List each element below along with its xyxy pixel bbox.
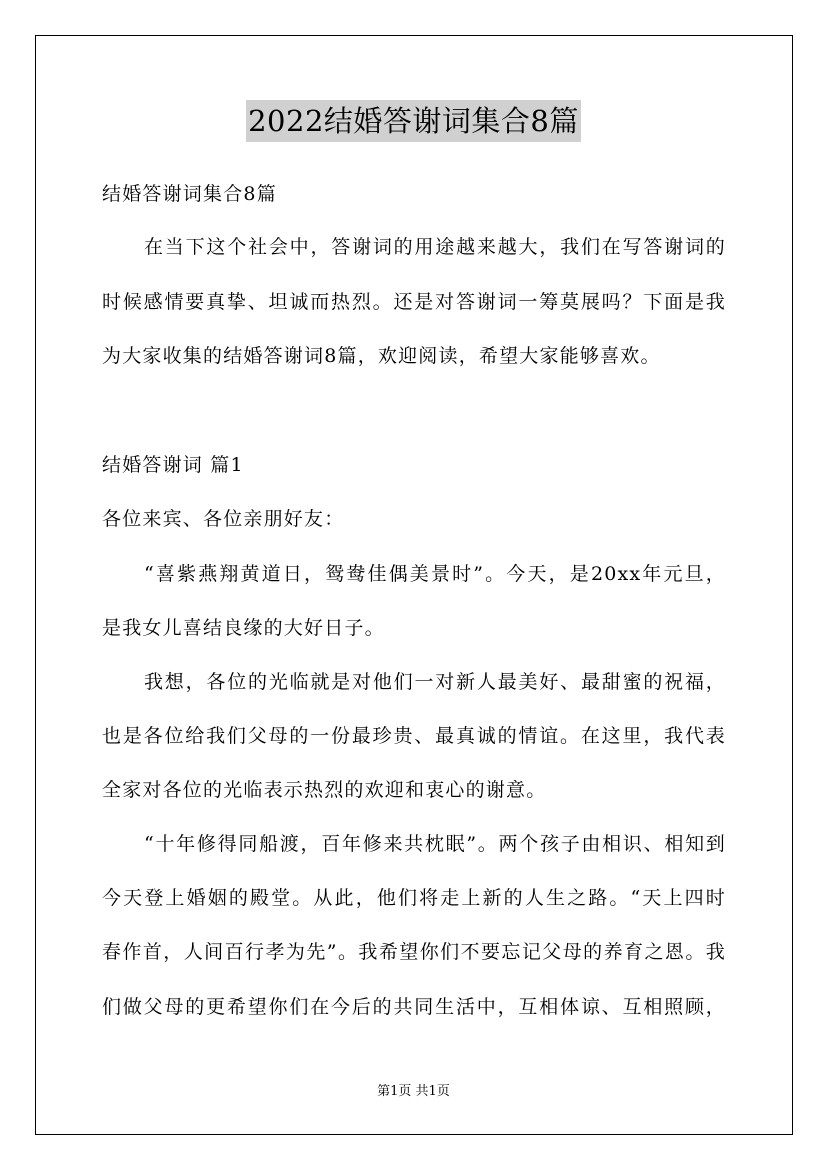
page-footer: 第1页 共1页	[377, 1084, 450, 1099]
para3-line-4: 们做父母的更希望你们在今后的共同生活中，互相体谅、互相照顾，	[102, 996, 726, 1018]
document-title: 2022结婚答谢词集合8篇	[246, 100, 581, 142]
para2-line-3: 全家对各位的光临表示热烈的欢迎和衷心的谢意。	[102, 779, 547, 801]
title-container	[0, 100, 827, 142]
intro-line-1: 在当下这个社会中，答谢词的用途越来越大，我们在写答谢词的	[144, 236, 726, 258]
intro-line-2: 时候感情要真挚、坦诚而热烈。还是对答谢词一筹莫展吗？下面是我	[102, 291, 726, 313]
para3-line-1: “十年修得同船渡，百年修来共枕眠”。两个孩子由相识、相知到	[144, 833, 726, 855]
subtitle: 结婚答谢词集合8篇	[102, 183, 277, 205]
section-heading: 结婚答谢词 篇1	[102, 454, 244, 476]
para2-line-1: 我想，各位的光临就是对他们一对新人最美好、最甜蜜的祝福，	[144, 671, 726, 693]
para3-line-2: 今天登上婚姻的殿堂。从此，他们将走上新的人生之路。“天上四时	[102, 887, 726, 909]
para1-line-1: “喜紫燕翔黄道日，鸳鸯佳偶美景时”。今天，是20xx年元旦，	[144, 563, 726, 585]
salutation: 各位来宾、各位亲朋好友：	[102, 508, 345, 530]
para1-line-2: 是我女儿喜结良缘的大好日子。	[102, 617, 385, 639]
intro-line-3: 为大家收集的结婚答谢词8篇，欢迎阅读，希望大家能够喜欢。	[102, 345, 661, 367]
para3-line-3: 春作首，人间百行孝为先”。我希望你们不要忘记父母的养育之恩。我	[102, 941, 726, 963]
para2-line-2: 也是各位给我们父母的一份最珍贵、最真诚的情谊。在这里，我代表	[102, 725, 726, 747]
